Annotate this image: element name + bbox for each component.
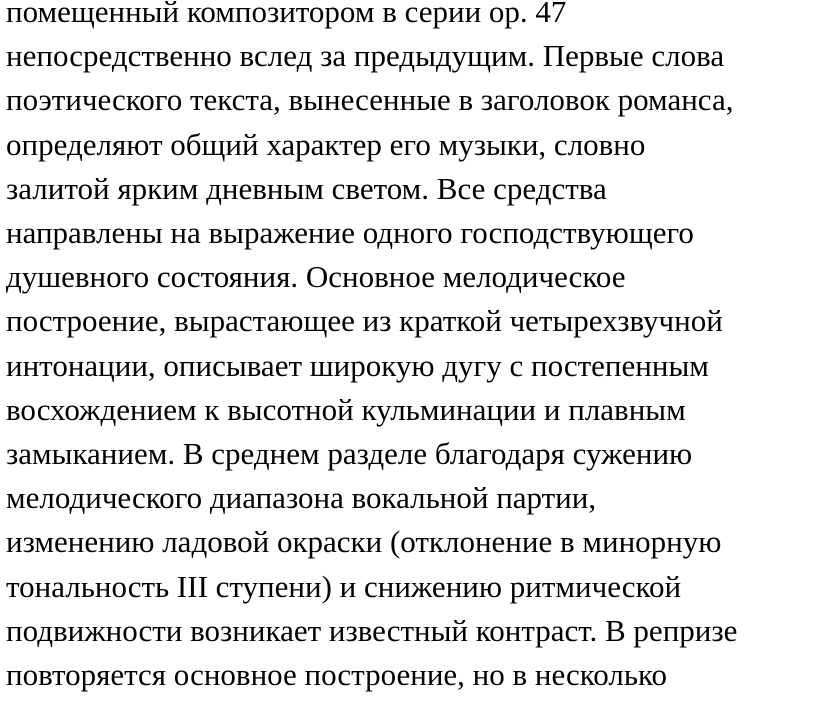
text-line-14: тональность III ступени) и снижению ритмической <box>6 568 682 604</box>
text-line-6: направлены на выражение одного господствующего <box>6 215 694 251</box>
text-line-2: непосредственно вслед за предыдущим. Первые слова <box>6 38 725 74</box>
text-line-4: определяют общий характер его музыки, словно <box>6 126 646 162</box>
text-line-16: повторяется основное построение, но в несколько <box>6 657 667 693</box>
text-line-8: построение, вырастающее из краткой четырехзвучной <box>6 303 723 339</box>
paragraph-text <box>6 0 816 697</box>
text-line-3: поэтического текста, вынесенные в заголовок романса, <box>6 82 734 118</box>
text-line-11: замыканием. В среднем разделе благодаря сужению <box>6 436 693 472</box>
text-line-15: подвижности возникает известный контраст. В репризе <box>6 612 738 648</box>
text-line-12: мелодического диапазона вокальной партии, <box>6 480 597 516</box>
text-line-9: интонации, описывает широкую дугу с постепенным <box>6 347 709 383</box>
text-line-7: душевного состояния. Основное мелодическое <box>6 259 626 295</box>
text-line-13: изменению ладовой окраски (отклонение в минорную <box>6 524 722 560</box>
text-line-5: залитой ярким дневным светом. Все средства <box>6 170 607 206</box>
text-line-1: помещенный композитором в серии ор. 47 <box>6 0 567 29</box>
text-line-10: восхождением к высотной кульминации и плавным <box>6 391 686 427</box>
